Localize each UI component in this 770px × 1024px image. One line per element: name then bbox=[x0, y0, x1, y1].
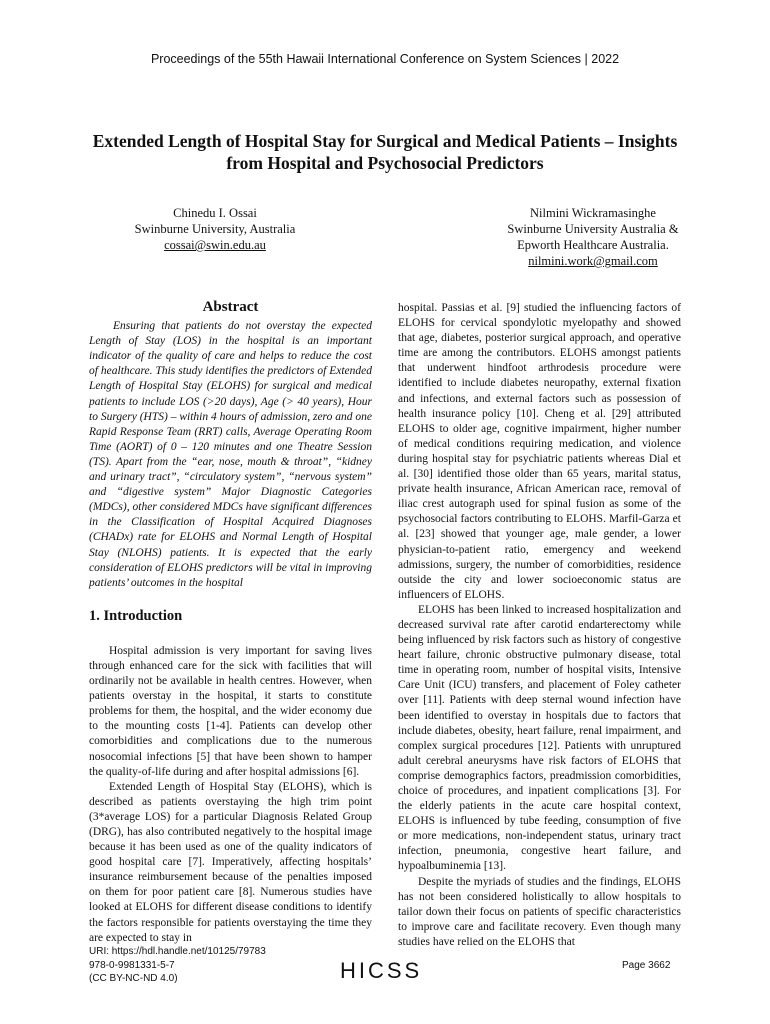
footer-url[interactable]: URI: https://hdl.handle.net/10125/79783 bbox=[89, 946, 266, 957]
author-block-1 bbox=[90, 205, 340, 253]
body-paragraph: hospital. Passias et al. [9] studied the influencing factors of ELOHS for cervical spondylotic myelopathy and showed that age, diabetes, posterior surgical approach, and operative time are among the contributors. ELOHS amongst patients that underwent hindfoot arthrodesis procedure were identified to include diabetes neuropathy, external fixation and infections, and external factors such as possession of health insurance policy [10]. Cheng et al. [29] attributed ELOHS to older age, cognitive impairment, higher number of medical conditions requiring medication, and violence during hospital stay for psychiatric patients whereas Dial et al. [30] identified those older than 65 years, marital status, private health insurance, African American race, removal of iliac crest autograph used for spinal fusion as some of the psychosocial factors contributing to ELOHS. Marfil-Garza et al. [23] showed that younger age, male gender, a lower physician-to-patient ratio, emergency and weekend admissions, surgery, the number of comorbidities, residence outside the city and lower socioeconomic status are influencers of ELOHS. bbox=[398, 302, 681, 601]
author-affiliation-2: Epworth Healthcare Australia. bbox=[517, 238, 669, 252]
paper-title bbox=[60, 130, 710, 174]
footer-license: (CC BY-NC-ND 4.0) bbox=[89, 973, 178, 984]
body-paragraph: Hospital admission is very important for saving lives through enhanced care for the sick with facilities that will ordinarily not be available in health centres. However, when patients overstay in the hospital, it starts to constitute problems for them, the hospital, and the wider economy due to the mounting costs [1-4]. Patients can develop other comorbidities and complications due to the numerous nosocomial infections [5] that have been shown to hamper the quality-of-life during and after hospital admissions [6]. bbox=[89, 644, 372, 778]
abstract-heading: Abstract bbox=[202, 299, 259, 315]
title-line-1: Extended Length of Hospital Stay for Surgical and Medical Patients – Insights bbox=[92, 131, 678, 151]
body-paragraph: Extended Length of Hospital Stay (ELOHS), which is described as patients overstaying the high trim point (3*average LOS) for a particular Diagnosis Related Group (DRG), has also contributed negatively to the hospital image because it has been used as one of the quality indicators of good hospital care [7]. Imperatively, affecting hospitals’ insurance reimbursement because of the penalties imposed on them for poor patient care [8]. Numerous studies have looked at ELOHS for different disease conditions to identify the factors responsible for patients overstaying the time they are expected to stay in bbox=[89, 780, 372, 944]
author-email-link[interactable]: nilmini.work@gmail.com bbox=[528, 254, 658, 268]
author-affiliation: Swinburne University Australia & bbox=[507, 222, 679, 236]
body-paragraph: Despite the myriads of studies and the findings, ELOHS has not been considered holistically to allow hospitals to tailor down their focus on patients of specific characteristics to improve care and facilitate recovery. Even though many studies have relied on the ELOHS that bbox=[398, 875, 681, 948]
conference-header: Proceedings of the 55th Hawaii International Conference on System Sciences | 2022 bbox=[150, 52, 620, 66]
author-email-link[interactable]: cossai@swin.edu.au bbox=[164, 238, 266, 252]
author-name: Nilmini Wickramasinghe bbox=[530, 206, 656, 220]
author-block-2 bbox=[468, 205, 718, 269]
body-paragraph: ELOHS has been linked to increased hospitalization and decreased survival rate after carotid endarterectomy while being influenced by risk factors such as history of congestive heart failure, chronic obstructive pulmonary disease, total time in operating room, number of hospital visits, Intensive Care Unit (ICU) transfers, and placement of Foley catheter over [11]. Patients with deep sternal wound infection have been identified to overstay in hospitals due to factors that include diabetes, obesity, heart failure, renal impairment, and complex surgical procedures [12]. Patients with unruptured adult cerebral aneurysms have risk factors of ELOHS that comprise demographics factors, preadmission comorbidities, choice of procedures, and inpatient complications [3]. For the elderly patients in the acute care hospital context, ELOHS is influenced by tube feeding, consumption of five or more medications, non-independent status, urinary tract infection, pneumonia, congestive heart failure, and hypoalbuminemia [13]. bbox=[398, 603, 681, 873]
footer-isbn: 978-0-9981331-5-7 bbox=[89, 959, 175, 971]
hicss-logo: HICSS bbox=[340, 958, 423, 983]
footer-metadata bbox=[89, 945, 266, 986]
section-heading-introduction: 1. Introduction bbox=[89, 607, 183, 624]
author-affiliation: Swinburne University, Australia bbox=[134, 222, 296, 236]
abstract-text: Ensuring that patients do not overstay the expected Length of Stay (LOS) in the hospital is an important indicator of the quality of care and helps to reduce the cost of healthcare. This study identifies the predictors of Extended Length of Hospital Stay (ELOHS) for surgical and medical patients to include LOS (>20 days), Age (> 40 years), Hour to Surgery (HTS) – within 4 hours of admission, zero and one Rapid Response Team (RRT) calls, Average Operating Room Time (AORT) of 0 – 120 minutes and one Theatre Session (TS). Apart from the “ear, nose, mouth & throat”, “kidney and urinary tract”, “circulatory system”, “nervous system” and “digestive system” Major Diagnostic Categories (MDCs), other considered MDCs have significant differences in the Classification of Hospital Acquired Diagnoses (CHADx) rate for ELOHS and Normal Length of Hospital Stay (NLOHS) patients. It is expected that the early consideration of ELOHS predictors will be vital in improving patients’ outcomes in the hospital bbox=[89, 320, 372, 589]
right-column bbox=[398, 301, 681, 950]
page-number: Page 3662 bbox=[622, 960, 671, 971]
author-name: Chinedu I. Ossai bbox=[173, 206, 257, 220]
title-line-2: from Hospital and Psychosocial Predictors bbox=[226, 153, 544, 173]
left-column bbox=[89, 300, 372, 946]
